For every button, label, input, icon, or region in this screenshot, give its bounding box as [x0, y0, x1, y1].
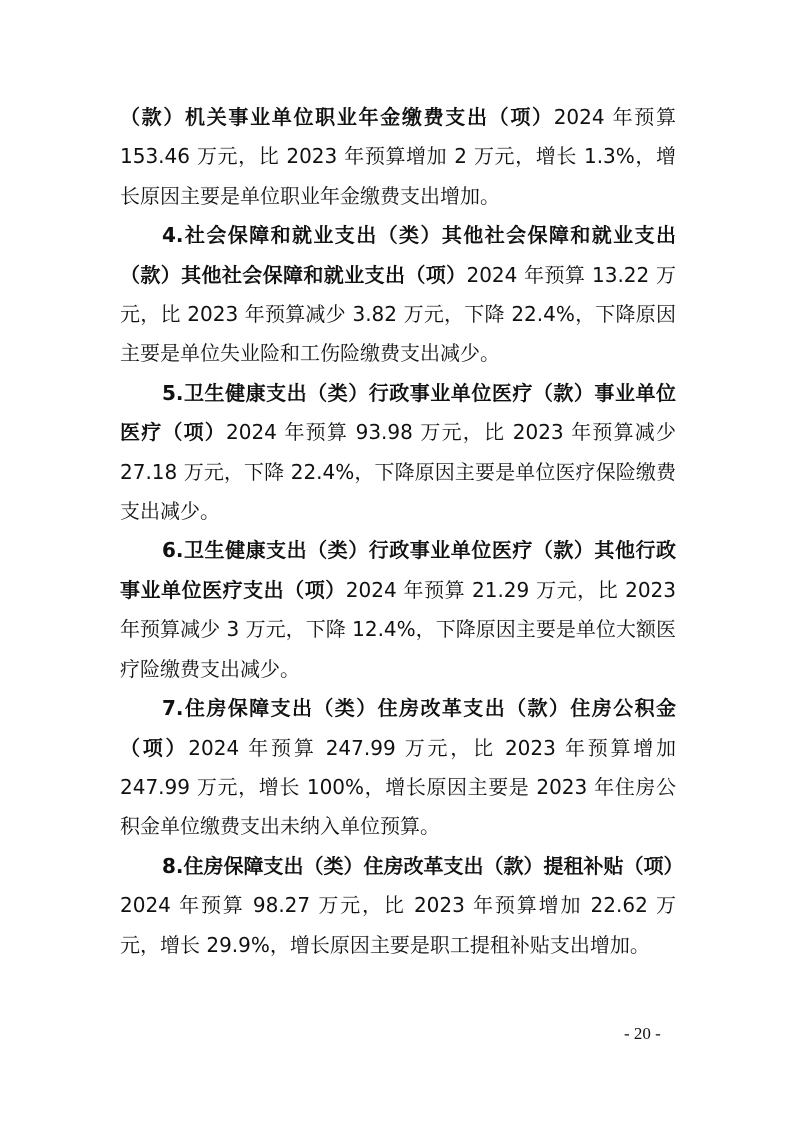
paragraph-housing-fund [120, 689, 676, 847]
paragraph-heading: 8.住房保障支出（类）住房改革支出（款）提租补贴（项） [162, 853, 684, 878]
paragraph-body: 2024 年预算 153.46 万元，比 2023 年预算增加 2 万元，增长 1.3%，增长原因主要是单位职业年金缴费支出增加。 [120, 105, 676, 208]
paragraph-heading: 7.住房保障支出（类）住房改革支出（款）住房公积金（项） [120, 696, 676, 760]
paragraph-body: 2024 年预算 247.99 万元，比 2023 年预算增加 247.99 万元，增长 100%，增长原因主要是 2023 年住房公积金单位缴费支出未纳入单位预算。 [120, 735, 676, 839]
page-number: - 20 - [624, 1024, 661, 1043]
paragraph-heading: 6.卫生健康支出（类）行政事业单位医疗（款）其他行政事业单位医疗支出（项） [120, 538, 676, 602]
paragraph-body: 2024 年预算 21.29 万元，比 2023 年预算减少 3 万元，下降 12.4%，下降原因主要是单位大额医疗险缴费支出减少。 [120, 577, 677, 681]
paragraph-other-medical [120, 531, 676, 689]
paragraph-social-security [120, 216, 676, 374]
paragraph-heading: （款）机关事业单位职业年金缴费支出（项） [120, 105, 554, 129]
paragraph-body: 2024 年预算 93.98 万元，比 2023 年预算减少 27.18 万元，下降 22.4%，下降原因主要是单位医疗保险缴费支出减少。 [120, 420, 677, 524]
paragraph-occupational-annuity [120, 98, 676, 216]
paragraph-rent-subsidy [120, 847, 684, 965]
paragraph-body: 2024 年预算 98.27 万元，比 2023 年预算增加 22.62 万元，增长 29.9%，增长原因主要是职工提租补贴支出增加。 [120, 893, 676, 957]
page-content [120, 98, 684, 965]
paragraph-heading: 4.社会保障和就业支出（类）其他社会保障和就业支出（款）其他社会保障和就业支出（项） [120, 223, 676, 287]
paragraph-heading: 5.卫生健康支出（类）行政事业单位医疗（款）事业单位医疗（项） [120, 380, 676, 445]
paragraph-institution-medical [120, 374, 676, 532]
paragraph-body: 2024 年预算 13.22 万元，比 2023 年预算减少 3.82 万元，下降 22.4%，下降原因主要是单位失业险和工伤险缴费支出减少。 [120, 262, 676, 366]
